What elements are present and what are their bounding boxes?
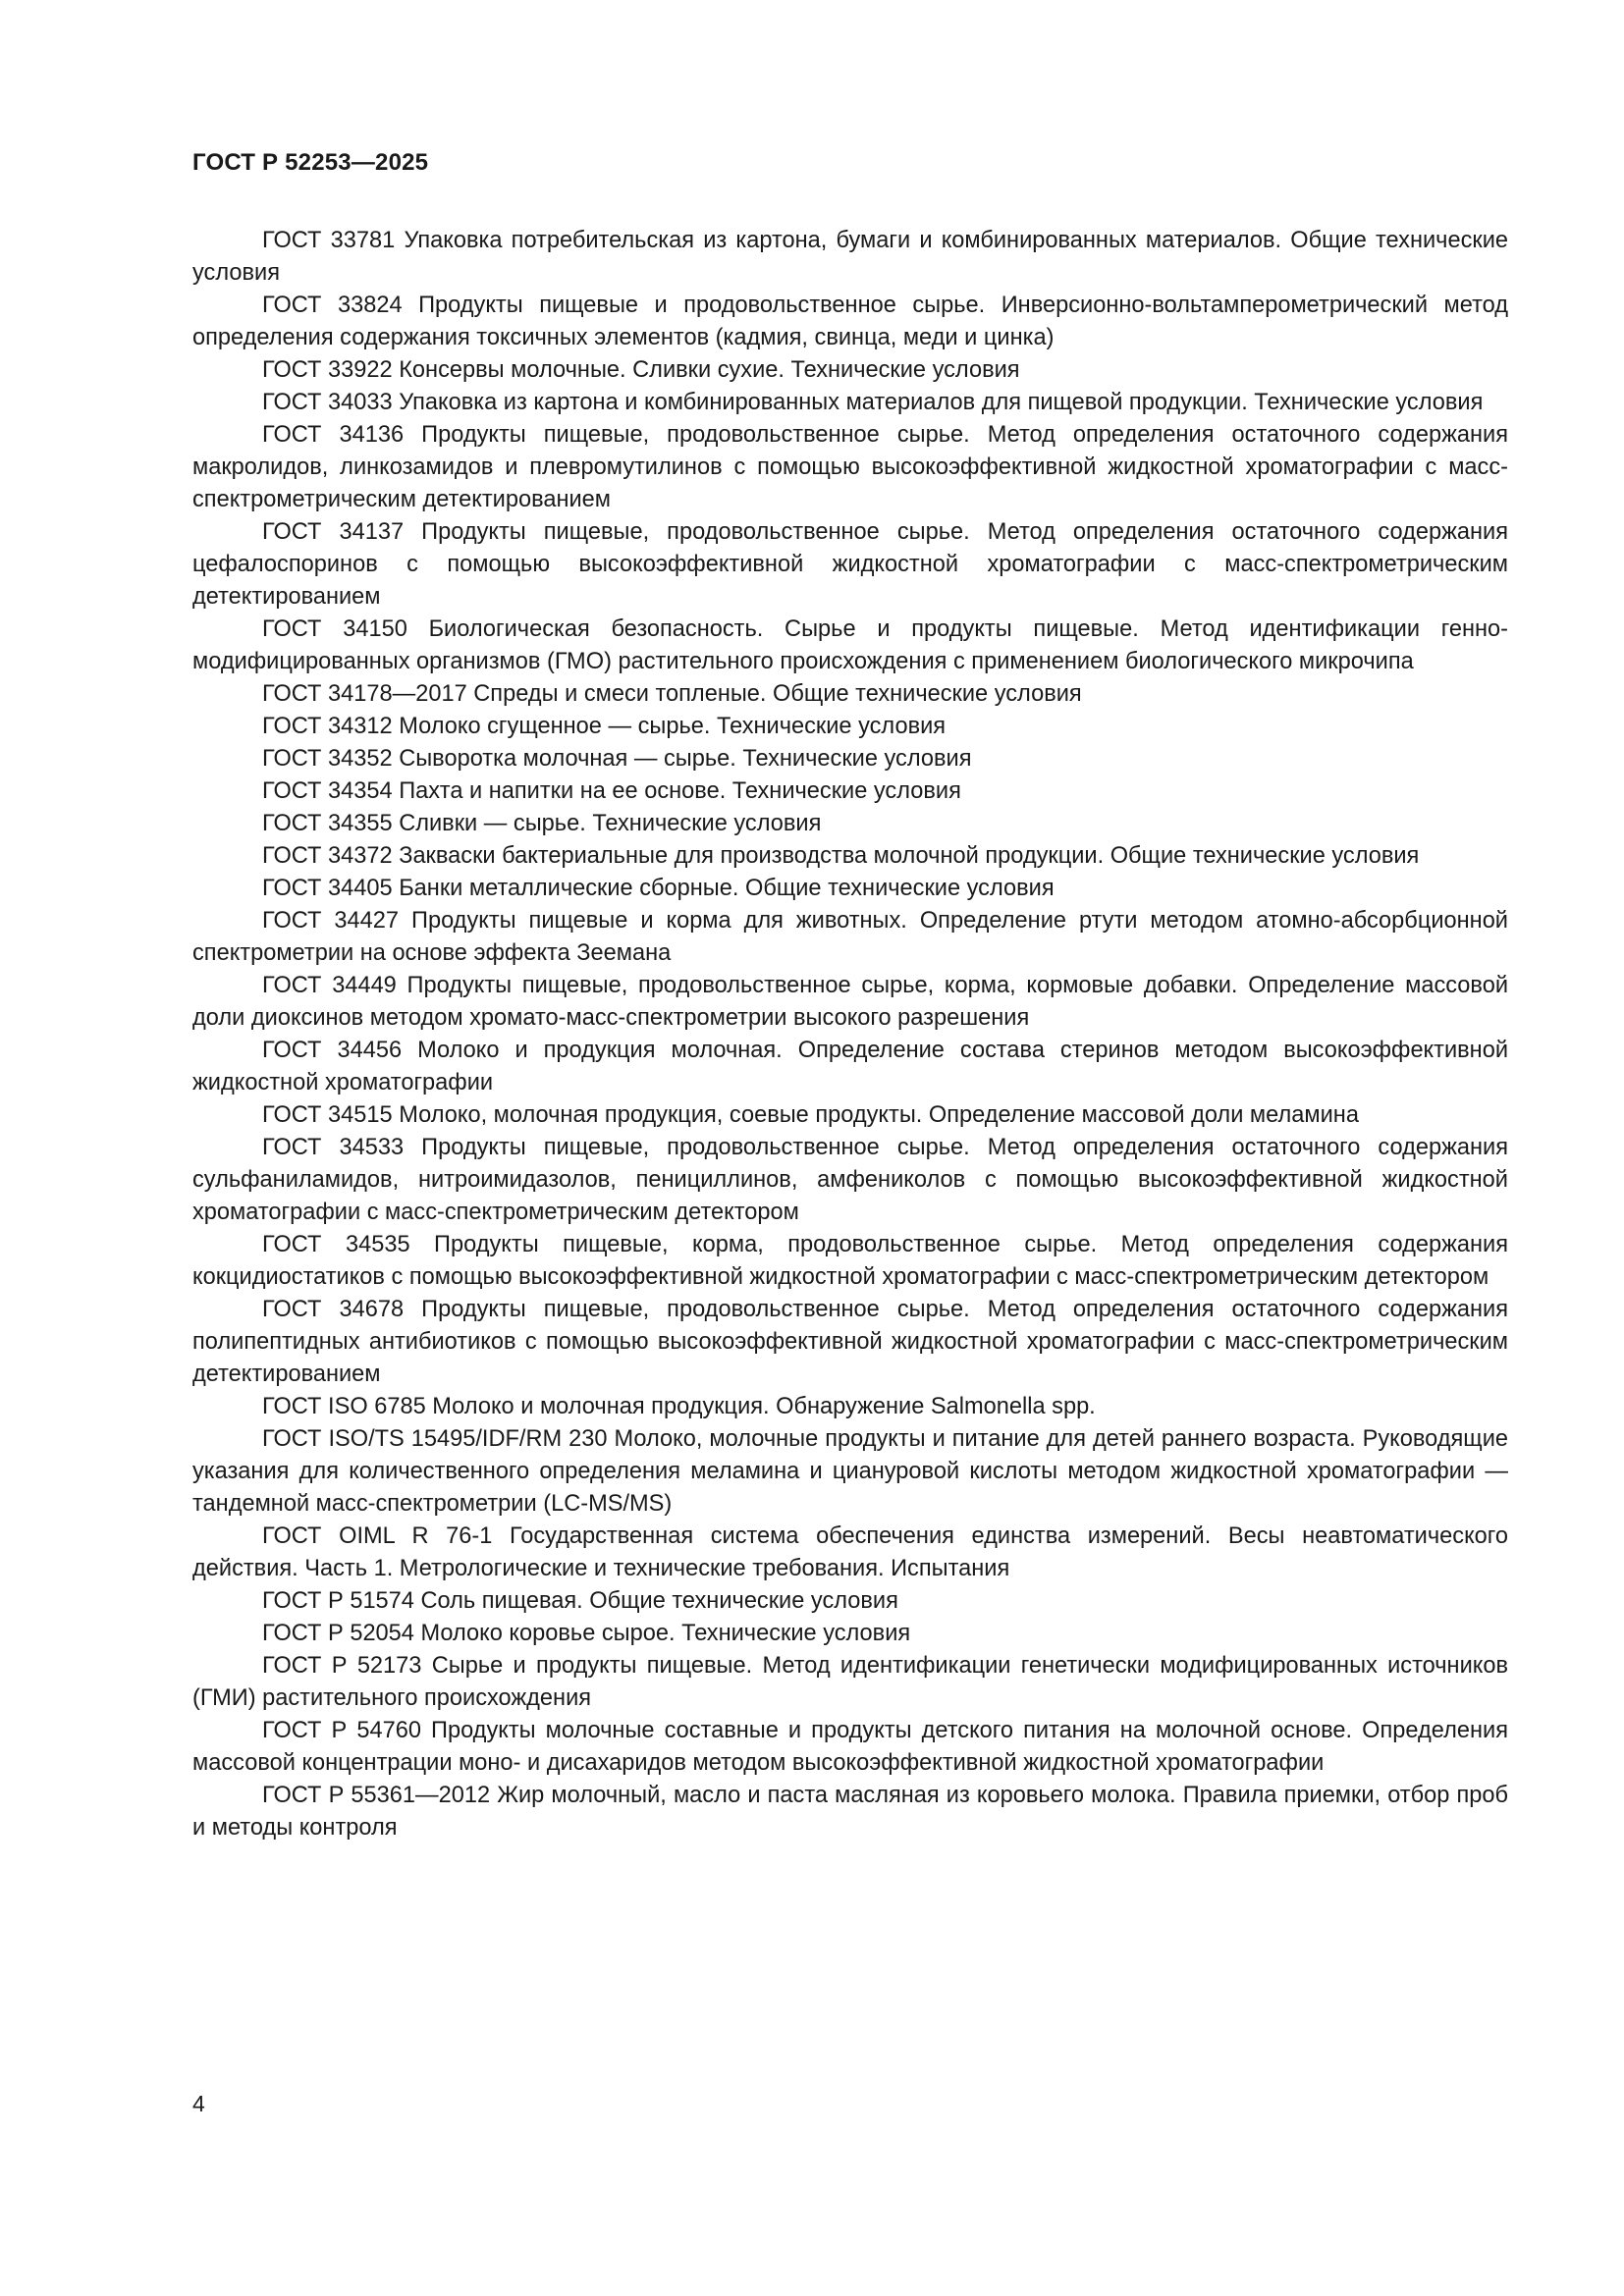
reference-entry: ГОСТ Р 51574 Соль пищевая. Общие технические условия [262,1588,898,1614]
references-list [192,225,1508,1844]
reference-entry: ГОСТ Р 52173 Сырье и продукты пищевые. Метод идентификации генетически модифицированных источников (ГМИ) растительного происхождения [192,1653,1508,1711]
reference-entry: ГОСТ 33922 Консервы молочные. Сливки сухие. Технические условия [262,357,1020,383]
reference-entry: ГОСТ 33824 Продукты пищевые и продовольственное сырье. Инверсионно-вольтамперометрический метод определения содержания токсичных элементов (кадмия, свинца, меди и цинка) [192,293,1508,350]
reference-entry: ГОСТ 34150 Биологическая безопасность. Сырье и продукты пищевые. Метод идентификации генно-модифицированных организмов (ГМО) растительного происхождения с применением биологического микрочипа [192,616,1508,674]
reference-entry: ГОСТ 34515 Молоко, молочная продукция, соевые продукты. Определение массовой доли меламина [262,1102,1359,1128]
reference-entry: ГОСТ 34033 Упаковка из картона и комбинированных материалов для пищевой продукции. Технические условия [262,390,1484,415]
reference-entry: ГОСТ 33781 Упаковка потребительская из картона, бумаги и комбинированных материалов. Общие технические условия [192,228,1508,286]
reference-entry: ГОСТ Р 54760 Продукты молочные составные и продукты детского питания на молочной основе. Определения массовой концентрации моно- и дисахаридов методом высокоэффективной жидкостной хроматографии [192,1718,1508,1776]
reference-entry: ГОСТ 34312 Молоко сгущенное — сырье. Технические условия [262,714,947,739]
reference-entry: ГОСТ 34456 Молоко и продукция молочная. Определение состава стеринов методом высокоэффективной жидкостной хроматографии [192,1038,1508,1095]
reference-entry: ГОСТ 34678 Продукты пищевые, продовольственное сырье. Метод определения остаточного содержания полипептидных антибиотиков с помощью высокоэффективной жидкостной хроматографии с масс-спектрометрическим детектированием [192,1297,1508,1387]
reference-entry: ГОСТ 34405 Банки металлические сборные. Общие технические условия [262,876,1055,901]
reference-entry: ГОСТ 34136 Продукты пищевые, продовольственное сырье. Метод определения остаточного содержания макролидов, линкозамидов и плевромутилинов с помощью высокоэффективной жидкостной хроматографии с масс-спектрометрическим детектированием [192,422,1508,512]
reference-entry: ГОСТ 34355 Сливки — сырье. Технические условия [262,811,822,836]
reference-entry: ГОСТ 34449 Продукты пищевые, продовольственное сырье, корма, кормовые добавки. Определение массовой доли диоксинов методом хромато-масс-спектрометрии высокого разрешения [192,973,1508,1031]
reference-entry: ГОСТ 34372 Закваски бактериальные для производства молочной продукции. Общие технические условия [262,843,1420,869]
reference-entry: ГОСТ 34352 Сыворотка молочная — сырье. Технические условия [262,746,972,772]
reference-entry: ГОСТ 34427 Продукты пищевые и корма для животных. Определение ртути методом атомно-абсорбционной спектрометрии на основе эффекта Зеемана [192,908,1508,966]
reference-entry: ГОСТ ISO/TS 15495/IDF/RM 230 Молоко, молочные продукты и питание для детей раннего возраста. Руководящие указания для количественного определения меламина и циануровой кислоты методом жидкостной хроматографии — тандемной масс-спектрометрии (LC-MS/MS) [192,1426,1508,1517]
page-number: 4 [192,2091,205,2116]
reference-entry: ГОСТ 34535 Продукты пищевые, корма, продовольственное сырье. Метод определения содержания кокцидиостатиков с помощью высокоэффективной жидкостной хроматографии с масс-спектрометрическим детектором [192,1232,1508,1290]
reference-entry: ГОСТ 34354 Пахта и напитки на ее основе. Технические условия [262,778,961,804]
reference-entry: ГОСТ 34178—2017 Спреды и смеси топленые. Общие технические условия [262,681,1082,707]
reference-entry: ГОСТ OIML R 76-1 Государственная система обеспечения единства измерений. Весы неавтоматического действия. Часть 1. Метрологические и технические требования. Испытания [192,1523,1508,1581]
reference-entry: ГОСТ 34137 Продукты пищевые, продовольственное сырье. Метод определения остаточного содержания цефалоспоринов с помощью высокоэффективной жидкостной хроматографии с масс-спектрометрическим детектированием [192,519,1508,610]
reference-entry: ГОСТ Р 52054 Молоко коровье сырое. Технические условия [262,1621,911,1646]
reference-entry: ГОСТ ISO 6785 Молоко и молочная продукция. Обнаружение Salmonella spp. [262,1394,1096,1419]
reference-entry: ГОСТ Р 55361—2012 Жир молочный, масло и паста масляная из коровьего молока. Правила приемки, отбор проб и методы контроля [192,1783,1508,1841]
page-header: ГОСТ Р 52253—2025 [192,149,429,176]
reference-entry: ГОСТ 34533 Продукты пищевые, продовольственное сырье. Метод определения остаточного содержания сульфаниламидов, нитроимидазолов, пенициллинов, амфениколов с помощью высокоэффективной жидкостной хроматографии с масс-спектрометрическим детектором [192,1135,1508,1225]
